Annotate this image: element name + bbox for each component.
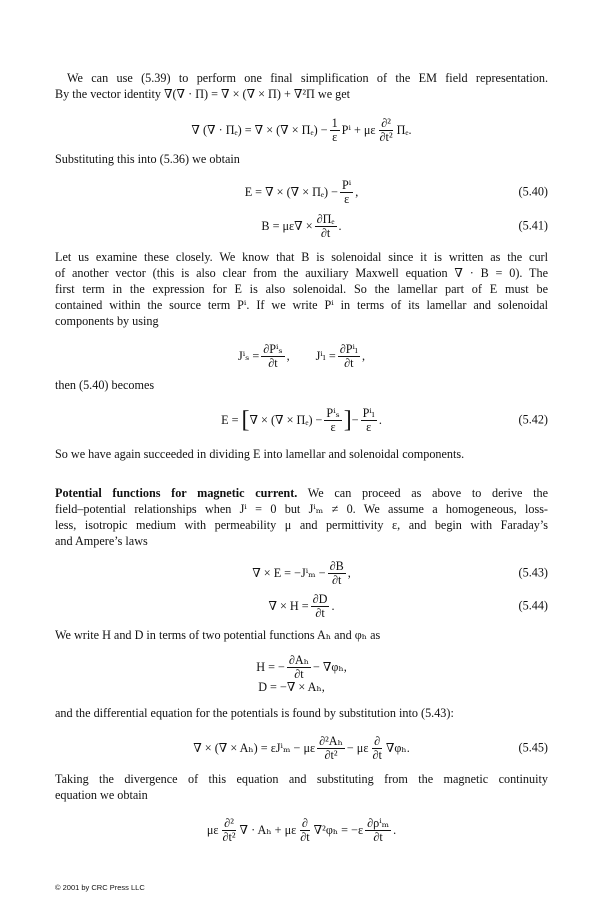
numerator: ∂Aₕ xyxy=(288,652,309,667)
fraction xyxy=(220,817,237,844)
numerator: 1 xyxy=(331,115,338,130)
text-line: Substituting this into (5.36) we obtain xyxy=(55,152,240,166)
section-heading: Potential functions for magnetic current. xyxy=(55,486,298,500)
denominator: ∂t xyxy=(300,829,310,844)
denominator: ∂t xyxy=(294,666,304,681)
fraction xyxy=(378,117,395,144)
numerator: ∂ xyxy=(301,815,308,830)
denominator: ∂t xyxy=(315,605,325,620)
fraction xyxy=(361,407,377,434)
fraction xyxy=(365,817,391,844)
text-line: We can use (5.39) to perform one final simplification of the EM field representation. xyxy=(67,71,548,85)
text-line: contained within the source term Pⁱ. If we write Pⁱ in terms of its lamellar and solenoidal xyxy=(55,298,548,312)
numerator: ∂² xyxy=(381,115,391,130)
eq-part: ∇ × E = −Jⁱₘ − xyxy=(252,565,326,580)
fraction xyxy=(317,735,345,762)
eq-part: , xyxy=(347,565,351,580)
equation-identity xyxy=(55,113,548,147)
denominator: ε xyxy=(344,191,350,206)
text-line: then (5.40) becomes xyxy=(55,378,155,392)
eq-part: με xyxy=(206,822,219,837)
numerator: ∂²Aₕ xyxy=(319,733,343,748)
eq-part: ∇²φₕ = −ε xyxy=(313,822,364,837)
eq-part: B = με∇ × xyxy=(261,218,313,233)
denominator: ∂t² xyxy=(222,829,236,844)
eq-part: . xyxy=(378,412,382,427)
eq-part: Pⁱ + με xyxy=(341,122,376,137)
numerator: ∂D xyxy=(312,591,328,606)
eq-part: Jⁱₗ = xyxy=(315,348,336,363)
eq-part: . xyxy=(393,822,397,837)
text-line: Let us examine these closely. We know that B is solenoidal since it is written as the curl xyxy=(55,250,548,264)
equation-current-split xyxy=(55,339,548,373)
fraction xyxy=(338,343,360,370)
denominator: ε xyxy=(366,419,372,434)
denominator: ∂t xyxy=(268,355,278,370)
fraction xyxy=(370,735,383,762)
denominator: ∂t² xyxy=(324,747,338,762)
equation-divergence xyxy=(55,813,548,847)
equation-5-42 xyxy=(55,403,548,437)
text-line: first term in the expression for E is also solenoidal. So the lamellar part of E must be xyxy=(55,282,548,296)
eq-part: . xyxy=(331,598,335,613)
equation-5-40 xyxy=(55,175,548,209)
numerator: ∂Pⁱₗ xyxy=(339,341,358,356)
numerator: Pⁱₛ xyxy=(326,405,340,420)
numerator: ∂B xyxy=(329,558,344,573)
text-line: We write H and D in terms of two potential functions Aₕ and φₕ as xyxy=(55,628,381,642)
equation-5-45 xyxy=(55,731,548,765)
text-line: By the vector identity ∇(∇ · Π) = ∇ × (∇ × Π) + ∇²Π we get xyxy=(55,87,351,101)
numerator: ∂ρⁱₘ xyxy=(367,815,390,830)
eq-part: Jⁱₛ = xyxy=(238,348,260,363)
fraction xyxy=(311,593,330,620)
fraction xyxy=(324,407,341,434)
text-line: So we have again succeeded in dividing E into lamellar and solenoidal components. xyxy=(55,447,465,461)
numerator: Pⁱₗ xyxy=(362,405,375,420)
text-line: equation we obtain xyxy=(55,788,148,802)
numerator: ∂ xyxy=(374,733,381,748)
equation-5-43 xyxy=(55,556,548,590)
eq-part: , xyxy=(361,348,365,363)
eq-part: , xyxy=(286,348,290,363)
eq-part: − ∇φₕ, xyxy=(312,659,347,674)
denominator: ∂t xyxy=(344,355,354,370)
equation-number: (5.43) xyxy=(518,565,548,580)
equation-number: (5.40) xyxy=(518,184,548,199)
fraction xyxy=(328,560,346,587)
eq-part: ∇ × (∇ × Πₑ) − xyxy=(249,412,323,427)
eq-part: E = xyxy=(221,412,239,427)
eq-part: − xyxy=(351,412,359,427)
numerator: ∂² xyxy=(224,815,234,830)
fraction xyxy=(261,343,284,370)
text-line: components by using xyxy=(55,314,159,328)
eq-part: . xyxy=(338,218,342,233)
text-line: and Ampere’s laws xyxy=(55,534,148,548)
equation-number: (5.41) xyxy=(518,218,548,233)
eq-part: , xyxy=(355,184,359,199)
text-line xyxy=(55,485,548,501)
fraction xyxy=(315,213,337,240)
fraction xyxy=(298,817,311,844)
numerator: ∂Pⁱₛ xyxy=(263,341,283,356)
text-line: less, isotropic medium with permeability μ and permittivity ε, and begin with Faraday’s xyxy=(55,518,548,532)
text: We can proceed as above to derive the xyxy=(307,486,549,500)
denominator: ε xyxy=(332,129,338,144)
denominator: ∂t xyxy=(372,747,382,762)
equation-number: (5.42) xyxy=(518,412,548,427)
right-bracket: ] xyxy=(343,407,352,433)
left-bracket: [ xyxy=(241,407,250,433)
eq-part: H = − xyxy=(256,659,285,674)
equation-number: (5.44) xyxy=(518,598,548,613)
text-line: of another vector (this is also clear from the auxiliary Maxwell equation ∇ · B = 0). The xyxy=(55,266,548,280)
equation-5-44 xyxy=(55,589,548,623)
eq-part: Πₑ. xyxy=(396,122,412,137)
eq-part: E = ∇ × (∇ × Πₑ) − xyxy=(244,184,339,199)
denominator: ∂t xyxy=(320,225,331,240)
denominator: ∂t xyxy=(373,829,383,844)
equation-5-41 xyxy=(55,209,548,243)
denominator: ε xyxy=(330,419,336,434)
eq-part: ∇ · Aₕ + με xyxy=(239,822,297,837)
denominator: ∂t xyxy=(331,572,342,587)
numerator: ∂Πₑ xyxy=(316,211,335,226)
fraction xyxy=(330,117,340,144)
fraction xyxy=(340,179,353,206)
eq-part: D = −∇ × Aₕ, xyxy=(258,679,325,694)
numerator: Pⁱ xyxy=(342,177,352,192)
equation-number: (5.45) xyxy=(518,740,548,755)
eq-part: − με xyxy=(346,740,369,755)
eq-part: ∇ (∇ · Πₑ) = ∇ × (∇ × Πₑ) − xyxy=(191,122,328,137)
copyright-footer: © 2001 by CRC Press LLC xyxy=(55,883,145,892)
denominator: ∂t² xyxy=(379,129,393,144)
eq-part: ∇φₕ. xyxy=(385,740,410,755)
eq-part: ∇ × H = xyxy=(268,598,309,613)
text-line: Taking the divergence of this equation and substituting from the magnetic continuity xyxy=(55,772,548,786)
text-line: field–potential relationships when Jⁱ = 0 but Jⁱₘ ≠ 0. We assume a homogeneous, loss- xyxy=(55,502,548,516)
eq-part: ∇ × (∇ × Aₕ) = εJⁱₘ − με xyxy=(193,740,316,755)
text-line: and the differential equation for the potentials is found by substitution into (5.43): xyxy=(55,706,454,720)
